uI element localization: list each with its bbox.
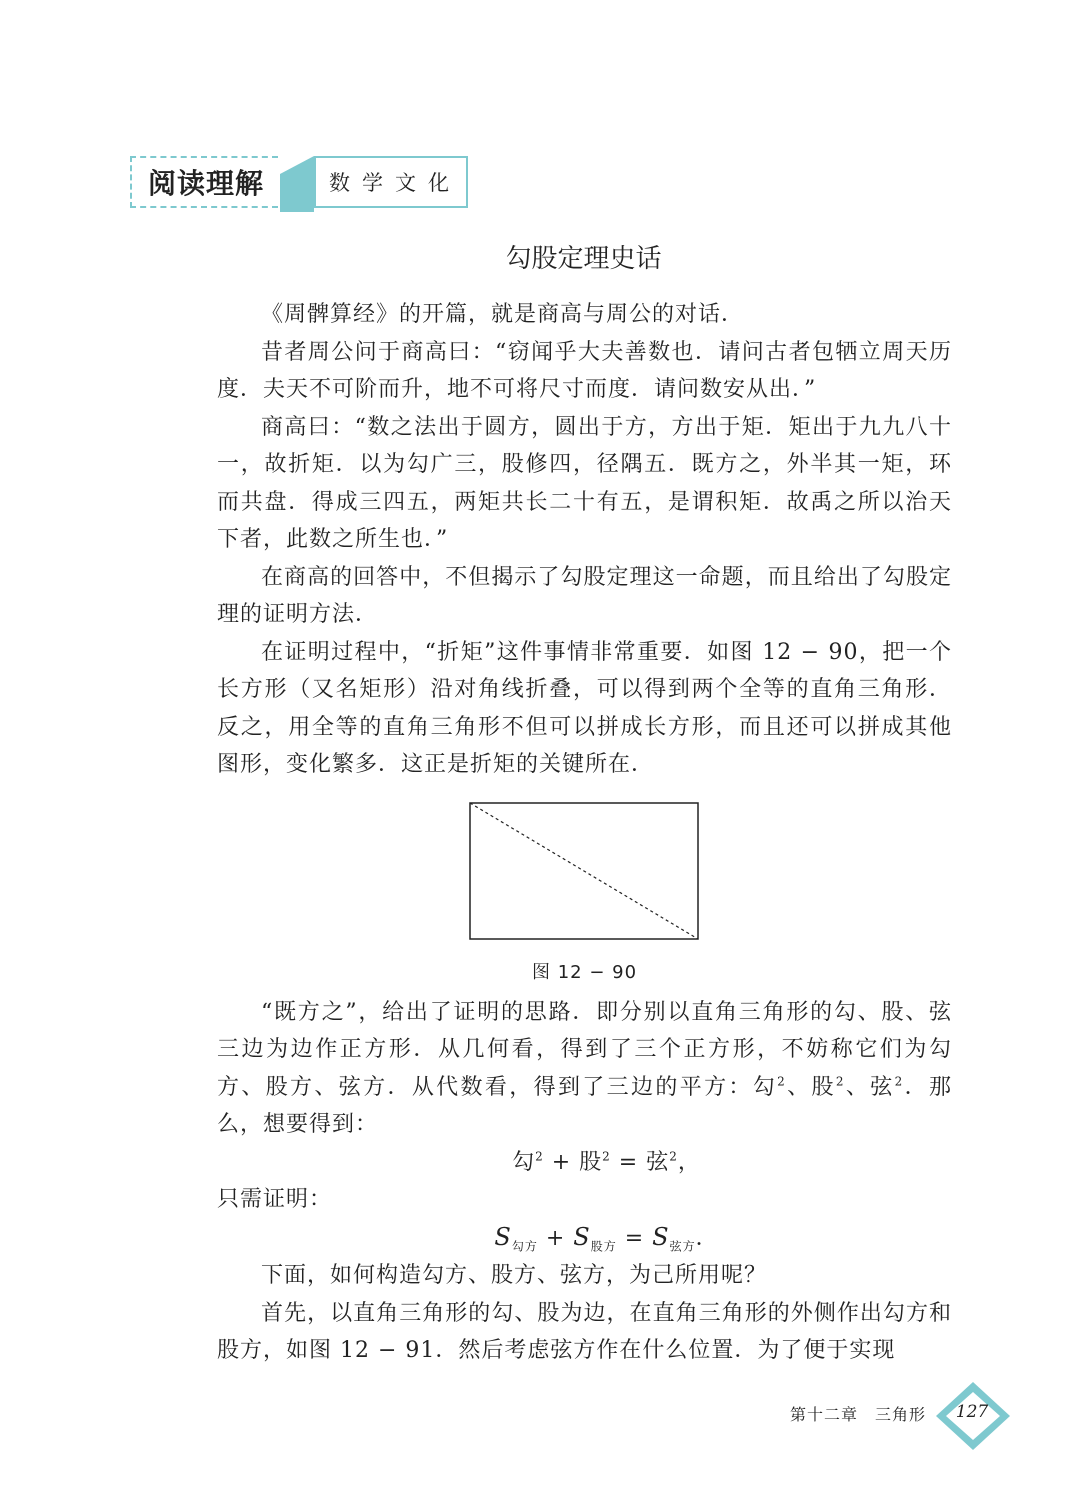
math-culture-box (314, 156, 468, 208)
article-title: 勾股定理史话 (505, 244, 662, 274)
formula-area: $S_{勾方} + S_{股方} = S_{弦方}$． (494, 1222, 719, 1253)
paragraph: 首先，以直角三角形的勾、股为边，在直角三角形的外侧作出勾方和股方，如图 12 − 91．然后考虑弦方作在什么位置．为了便于实现 (217, 1300, 952, 1363)
figure-caption: 图 12 − 90 (531, 961, 638, 983)
paragraph: 昔者周公问于商高曰：“窃闻乎大夫善数也．请问古者包牺立周天历度．夫天不可阶而升，地不可将尺寸而度．请问数安从出．” (217, 339, 952, 402)
paragraph: 下面，如何构造勾方、股方、弦方，为己所用呢？ (261, 1263, 768, 1288)
paragraph: 在商高的回答中，不但揭示了勾股定理这一命题，而且给出了勾股定理的证明方法． (217, 564, 952, 627)
paragraph: 只需证明： (217, 1187, 333, 1212)
rectangle-diagonal-figure (469, 802, 701, 942)
paragraph: 商高曰：“数之法出于圆方，圆出于方，方出于矩．矩出于九九八十一，故折矩．以为勾广三，股修四，径隅五．既方之，外半其一矩，环而共盘．得成三四五，两矩共长二十有五，是谓积矩．故禹之所以治天下者，此数之所生也．” (217, 414, 952, 552)
header-tab-shape (280, 156, 316, 212)
chapter-label: 第十二章 三角形 (790, 1405, 927, 1424)
paragraph: “既方之”，给出了证明的思路．即分别以直角三角形的勾、股、弦三边为边作正方形．从几何看，得到了三个正方形，不妨称它们为勾方、股方、弦方．从代数看，得到了三边的平方：勾$^2$、股$^2$、弦$^2$．那么，想要得到： (217, 999, 952, 1137)
figure-12-90 (217, 784, 952, 994)
page-number: 127 (955, 1402, 989, 1422)
article-body (217, 296, 952, 1370)
reading-label-box (130, 156, 278, 208)
paragraph: 在证明过程中，“折矩”这件事情非常重要．如图 12 − 90，把一个长方形（又名矩形）沿对角线折叠，可以得到两个全等的直角三角形．反之，用全等的直角三角形不但可以拼成长方形，而且还可以拼成其他图形，变化繁多．这正是折矩的关键所在． (217, 639, 952, 777)
formula-pythagorean: 勾$^2$ + 股$^2$ = 弦$^2$， (512, 1149, 701, 1175)
paragraph: 《周髀算经》的开篇，就是商高与周公的对话． (261, 302, 745, 327)
section-header (130, 156, 468, 212)
math-culture-label: 数学文化 (329, 171, 461, 195)
reading-label: 阅读理解 (148, 167, 265, 200)
